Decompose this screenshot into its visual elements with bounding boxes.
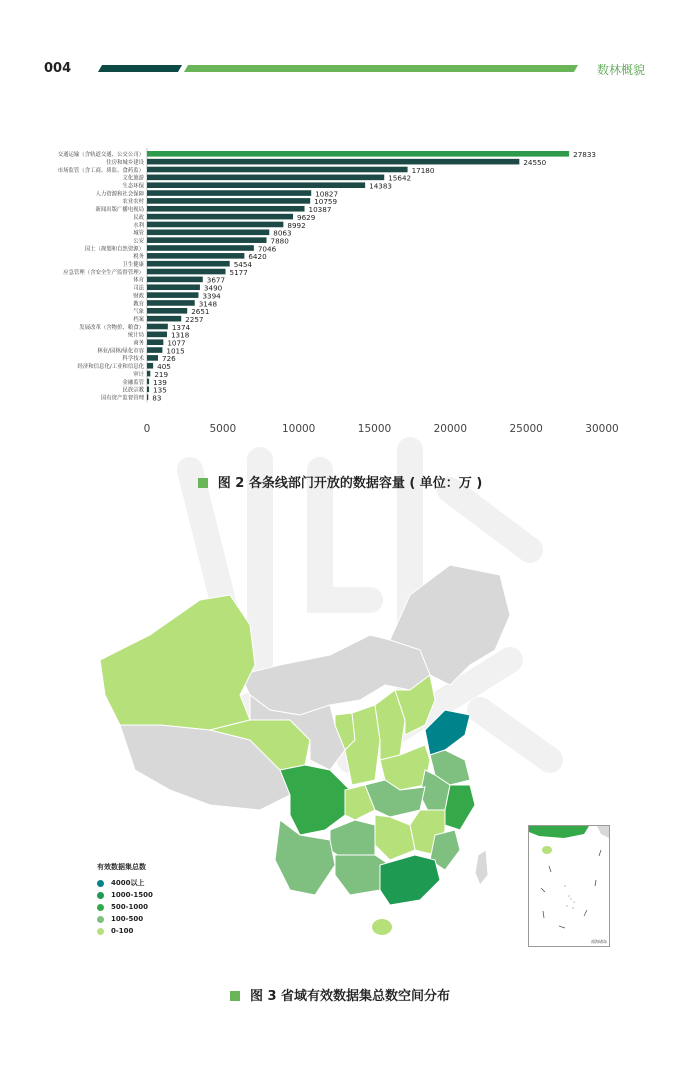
bar	[147, 332, 167, 338]
value-label: 9629	[297, 212, 316, 222]
category-label: 人力资源和社会保障	[95, 191, 144, 198]
caption-square-icon	[230, 991, 240, 1001]
bar	[147, 363, 153, 369]
category-label: 生态环保	[122, 183, 144, 190]
bar	[147, 379, 149, 385]
value-label: 24550	[523, 157, 547, 167]
legend-items	[97, 877, 153, 937]
x-tick-label: 30000	[585, 423, 619, 436]
category-label: 审计	[133, 371, 144, 378]
figure2-caption-text: 图 2 各条线部门开放的数据容量 ( 单位：万 )	[217, 476, 483, 491]
value-label: 139	[153, 377, 167, 387]
category-label: 司法	[133, 285, 144, 292]
category-label: 应急管理（含安全生产监督管理）	[63, 269, 144, 276]
category-label: 科学技术	[122, 356, 144, 363]
category-label: 教育	[133, 301, 144, 308]
category-label: 商务	[133, 340, 144, 347]
province-hainan	[372, 919, 392, 935]
map-legend	[97, 862, 153, 937]
bar	[147, 269, 226, 275]
province-guizhou	[330, 820, 375, 860]
legend-item	[97, 913, 153, 925]
legend-dot-icon	[97, 892, 104, 899]
bar	[147, 167, 408, 173]
category-label: 国有资产监督管理	[100, 395, 144, 402]
value-label: 14383	[369, 181, 393, 191]
category-label: 税务	[133, 254, 144, 261]
bar	[147, 371, 150, 377]
value-label: 5454	[233, 260, 253, 269]
category-label: 气象	[133, 309, 144, 316]
bar	[147, 206, 305, 212]
value-label: 17180	[411, 165, 435, 175]
value-label: 10387	[308, 205, 332, 215]
category-label: 体育	[133, 277, 144, 284]
value-label: 8063	[273, 228, 292, 238]
legend-dot-icon	[97, 916, 104, 923]
x-tick-label: 5000	[209, 423, 237, 436]
value-label: 10759	[314, 197, 338, 207]
category-label: 统计局	[127, 332, 144, 339]
value-label: 3148	[198, 299, 218, 309]
value-label: 10827	[315, 189, 339, 199]
category-label: 卫生健康	[122, 262, 144, 268]
figure3-caption-text: 图 3 省域有效数据集总数空间分布	[249, 989, 451, 1004]
category-label: 文化旅游	[122, 175, 144, 182]
category-label: 交通运输（含轨道交通、公交公司）	[57, 152, 144, 159]
value-label: 726	[162, 354, 176, 364]
value-label: 2651	[191, 307, 210, 317]
bar	[147, 284, 200, 290]
bar	[147, 261, 230, 267]
category-label: 财政	[133, 293, 144, 300]
bar	[147, 387, 149, 393]
category-label: 金融监管	[122, 379, 144, 386]
category-label: 水利	[133, 222, 144, 229]
bar	[147, 308, 187, 314]
legend-dot-icon	[97, 904, 104, 911]
value-label: 3677	[206, 275, 226, 285]
value-label: 27833	[573, 150, 597, 160]
category-label: 林业/园林/绿化市容	[97, 348, 144, 355]
china-province-map	[90, 555, 530, 940]
header-title: 数林概貌	[597, 63, 646, 77]
legend-label: 100-500	[111, 915, 144, 923]
category-label: 经济和信息化/工业和信息化	[77, 364, 144, 371]
bar	[147, 190, 311, 196]
bar	[147, 324, 168, 330]
category-label: 城管	[133, 230, 144, 237]
value-label: 135	[153, 385, 167, 395]
legend-dot-icon	[97, 880, 104, 887]
bar	[147, 253, 244, 259]
value-label: 1318	[170, 330, 190, 340]
legend-item	[97, 877, 153, 889]
category-label: 市场监管（含工商、质监、食药监）	[57, 167, 144, 174]
province-xinjiang	[100, 595, 255, 730]
x-tick-label: 15000	[357, 423, 392, 436]
category-label: 国土（规划和自然资源）	[84, 246, 144, 253]
value-label: 7880	[270, 236, 289, 246]
legend-item	[97, 925, 153, 937]
figure3-caption	[0, 985, 680, 1004]
bar	[147, 394, 148, 400]
bar	[147, 316, 181, 322]
bar	[147, 292, 198, 298]
legend-label: 0-100	[111, 927, 134, 935]
bar	[147, 277, 203, 283]
category-label: 住房和城乡建设	[106, 159, 144, 166]
legend-label: 1000-1500	[111, 891, 153, 899]
bar	[147, 151, 569, 157]
value-label: 1374	[171, 322, 191, 332]
value-label: 7046	[257, 244, 277, 254]
legend-item	[97, 889, 153, 901]
inset-map	[529, 826, 609, 946]
category-label: 公安	[133, 238, 144, 245]
value-label: 83	[152, 393, 162, 403]
bar	[147, 245, 254, 251]
value-label: 5177	[229, 267, 248, 277]
header-decor-bar-dark	[98, 65, 182, 72]
x-tick-label: 20000	[433, 423, 468, 436]
bar	[147, 300, 195, 306]
value-label: 8992	[287, 220, 306, 230]
value-label: 3394	[202, 291, 221, 301]
inset-label: 南海诸岛	[591, 939, 607, 944]
category-label: 民政	[133, 214, 144, 221]
province-guangdong	[380, 855, 440, 905]
x-tick-label: 10000	[281, 423, 316, 436]
value-label: 3490	[203, 283, 223, 293]
value-label: 15642	[388, 173, 412, 183]
page-number: 004	[44, 61, 72, 76]
value-label: 1077	[167, 338, 186, 348]
bar	[147, 355, 158, 361]
legend-label: 4000以上	[111, 879, 145, 887]
value-label: 1015	[166, 346, 185, 356]
legend-dot-icon	[97, 928, 104, 935]
bar	[147, 214, 293, 220]
value-label: 405	[157, 362, 171, 372]
value-label: 2257	[185, 314, 204, 324]
province-hunan	[375, 815, 415, 860]
legend-label: 500-1000	[111, 903, 148, 911]
bar	[147, 347, 162, 353]
legend-item	[97, 901, 153, 913]
province-taiwan	[475, 850, 488, 885]
category-label: 农业农村	[122, 199, 144, 206]
south-china-sea-inset	[528, 825, 610, 947]
header-decor-bar-green	[184, 65, 578, 72]
caption-square-icon	[198, 478, 208, 488]
bar	[147, 230, 269, 236]
bar	[147, 198, 310, 204]
x-tick-label: 0	[143, 423, 151, 436]
category-label: 新闻出版广播电视局	[95, 207, 144, 214]
category-label: 发展改革（含物价、粮食）	[79, 324, 144, 331]
bar	[147, 339, 163, 345]
bar	[147, 222, 283, 228]
province-shandong	[425, 710, 470, 755]
legend-title: 有效数据集总数	[97, 863, 146, 871]
value-label: 6420	[248, 252, 267, 262]
category-label: 民族宗教	[122, 387, 144, 394]
province-zhejiang	[445, 785, 475, 830]
bar	[147, 159, 519, 165]
bar	[147, 175, 384, 181]
bar	[147, 237, 267, 243]
bar-chart-figure2	[0, 140, 680, 440]
bar	[147, 182, 365, 188]
category-label: 档案	[133, 316, 144, 323]
value-label: 219	[154, 369, 169, 379]
province-sichuan	[280, 765, 350, 835]
figure2-caption	[0, 472, 680, 491]
x-tick-label: 25000	[509, 423, 543, 436]
